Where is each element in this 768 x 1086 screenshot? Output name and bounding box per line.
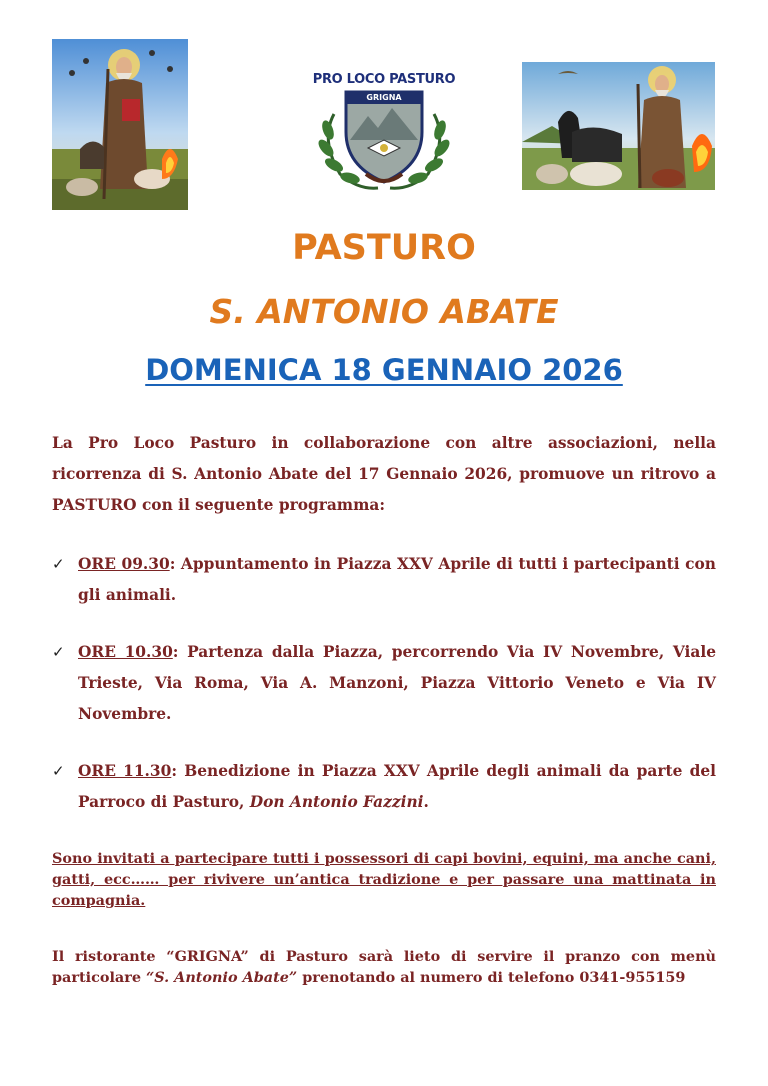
program-text-end: . <box>423 793 429 811</box>
restaurant-text: Il ristorante “GRIGNA” di Pasturo sarà lieto di servire il pranzo con menù particolare <box>52 948 716 986</box>
program-item-1 <box>52 549 716 611</box>
program-item-2 <box>52 637 716 730</box>
date-title: DOMENICA 18 GENNAIO 2026 <box>145 353 623 387</box>
logo-title: PRO LOCO PASTURO <box>312 72 456 87</box>
saint-image-right <box>522 62 715 190</box>
saint-image-left <box>52 39 188 210</box>
invite-paragraph: Sono invitati a partecipare tutti i possessori di capi bovini, equini, ma anche cani, gatti, ecc…… per rivivere un’antica tradizione e per passare una mattinata in compagnia. <box>52 850 716 909</box>
program-item-3 <box>52 756 716 818</box>
pro-loco-logo <box>312 70 456 196</box>
town-title: PASTURO <box>292 228 476 268</box>
program-text: : Appuntamento in Piazza XXV Aprile di tutti i partecipanti con gli animali. <box>78 555 716 604</box>
program-text: : Partenza dalla Piazza, percorrendo Via IV Novembre, Viale Trieste, Via Roma, Via A. Manzoni, Piazza Vittorio Veneto e Via IV Novembre. <box>78 643 716 723</box>
restaurant-phone-text: prenotando al numero di telefono 0341-955159 <box>297 969 686 986</box>
restaurant-menu-name: “S. Antonio Abate” <box>145 969 298 986</box>
check-icon: ✓ <box>52 555 65 573</box>
saint-title: S. ANTONIO ABATE <box>209 292 559 331</box>
check-icon: ✓ <box>52 762 65 780</box>
intro-paragraph: La Pro Loco Pasturo in collaborazione con altre associazioni, nella ricorrenza di S. Antonio Abate del 17 Gennaio 2026, promuove un ritrovo a PASTURO con il seguente programma: <box>52 434 716 514</box>
program-time: ORE 09.30 <box>78 555 170 573</box>
logo-shield-label: GRIGNA <box>366 93 402 102</box>
priest-name: Don Antonio Fazzini <box>249 793 424 811</box>
program-time: ORE 11.30 <box>78 762 172 780</box>
check-icon: ✓ <box>52 643 65 661</box>
program-time: ORE 10.30 <box>78 643 173 661</box>
restaurant-paragraph <box>52 946 716 988</box>
program-text: : Benedizione in Piazza XXV Aprile degli animali da parte del Parroco di Pasturo, <box>78 762 716 811</box>
